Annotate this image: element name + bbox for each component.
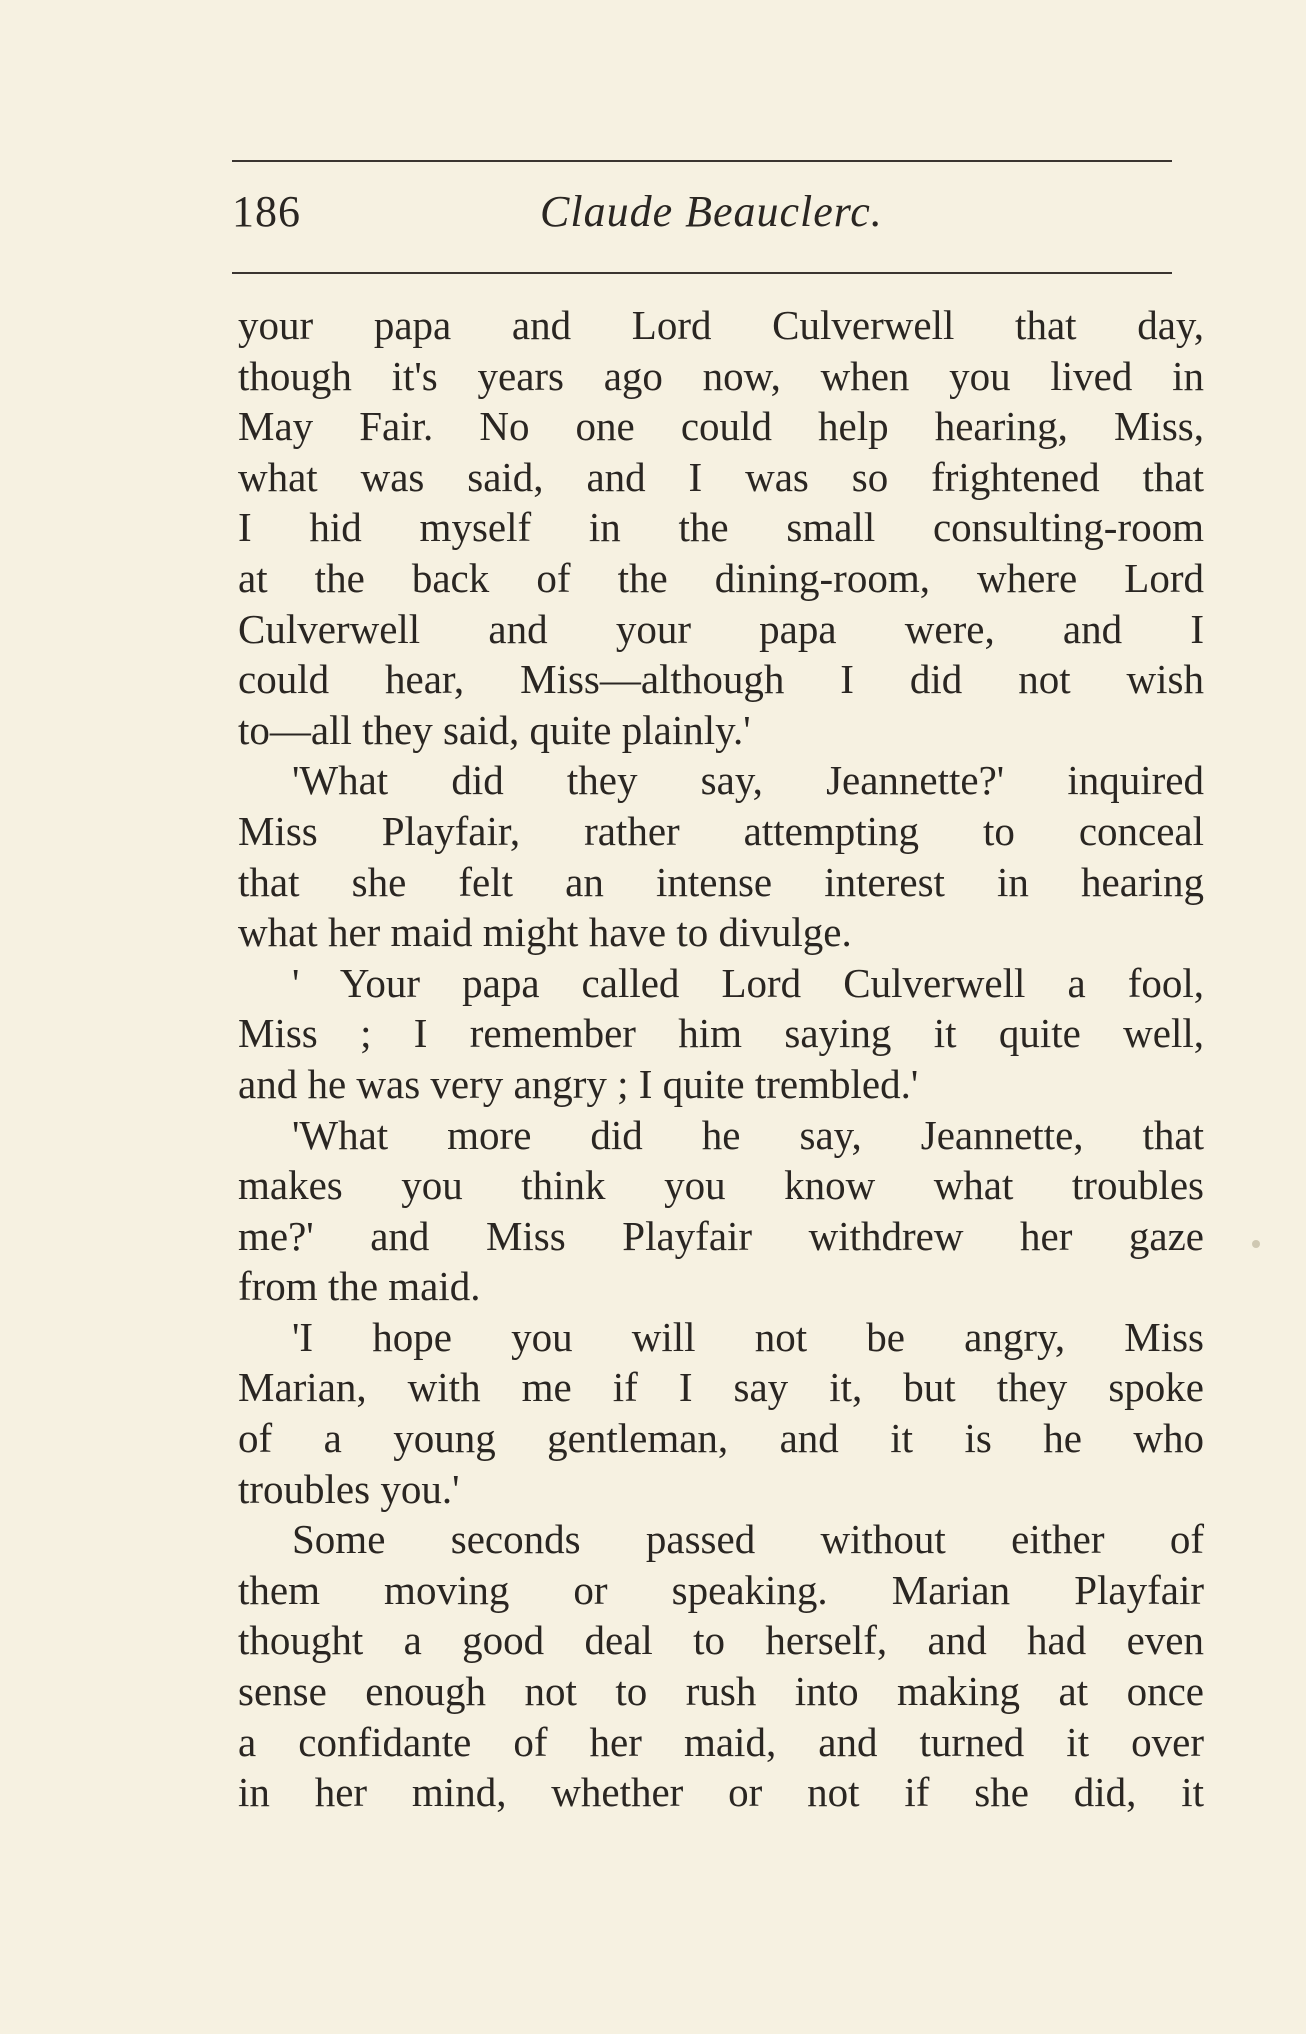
header-top-rule [232,160,1172,162]
running-title: Claude Beauclerc. [540,187,883,236]
text-line: May Fair. No one could help hearing, Miss, [238,403,1204,450]
text-line: Miss Playfair, rather attempting to conceal [238,807,1204,854]
text-line: what her maid might have to divulge. [238,909,852,956]
text-line: me?' and Miss Playfair withdrew her gaze [238,1212,1204,1259]
text-line: sense enough not to rush into making at once [238,1668,1204,1715]
text-line: Culverwell and your papa were, and I [238,605,1204,652]
text-line: Miss ; I remember him saying it quite well, [238,1010,1204,1057]
page-number: 186 [232,187,301,236]
body-text [238,300,1204,1818]
text-line: 'What more did he say, Jeannette, that [292,1111,1204,1158]
header-bottom-rule [232,272,1172,274]
text-line: Marian, with me if I say it, but they spoke [238,1364,1204,1411]
text-line: at the back of the dining-room, where Lord [238,554,1204,601]
text-line: of a young gentleman, and it is he who [238,1415,1204,1462]
text-line: troubles you.' [238,1465,460,1512]
text-line: 'What did they say, Jeannette?' inquired [292,757,1204,804]
text-line: that she felt an intense interest in hearing [238,858,1204,905]
text-line: makes you think you know what troubles [238,1162,1204,1209]
text-line: a confidante of her maid, and turned it over [238,1718,1204,1765]
text-line: I hid myself in the small consulting-room [238,504,1204,551]
text-line: and he was very angry ; I quite trembled.' [238,1060,919,1107]
text-line: could hear, Miss—although I did not wish [238,656,1204,703]
paper-blemish [1252,1240,1260,1248]
text-line: though it's years ago now, when you lived in [238,352,1204,399]
text-line: thought a good deal to herself, and had even [238,1617,1204,1664]
text-line: from the maid. [238,1263,481,1310]
text-line: them moving or speaking. Marian Playfair [238,1566,1204,1613]
text-line: Some seconds passed without either of [292,1516,1204,1563]
text-line: to—all they said, quite plainly.' [238,706,751,753]
text-line: ' Your papa called Lord Culverwell a fool, [292,959,1204,1006]
text-line: in her mind, whether or not if she did, it [238,1769,1204,1816]
text-line: your papa and Lord Culverwell that day, [238,302,1204,348]
text-line: what was said, and I was so frightened that [238,453,1204,500]
text-line: 'I hope you will not be angry, Miss [292,1313,1204,1360]
